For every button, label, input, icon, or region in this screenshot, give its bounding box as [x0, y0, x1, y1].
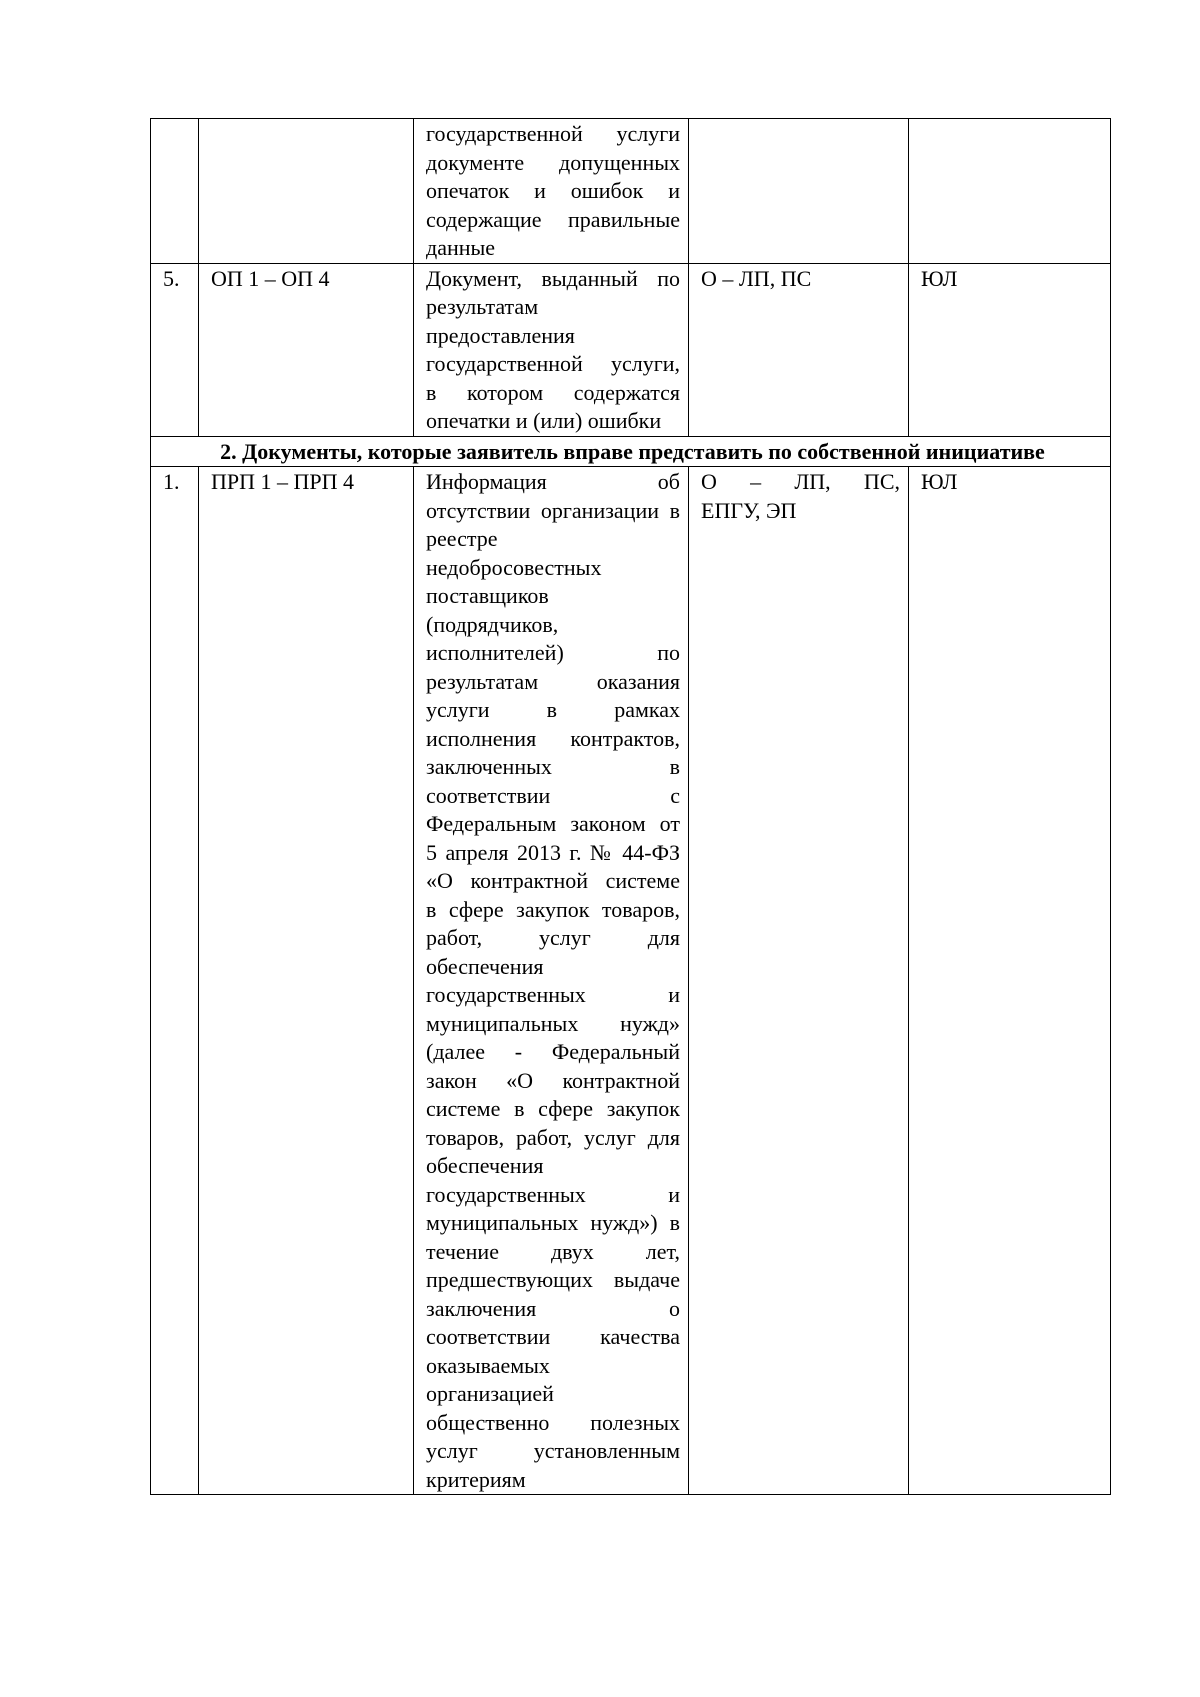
cell-description	[414, 263, 689, 436]
documents-table	[150, 118, 1111, 1495]
table-row-continuation	[151, 119, 1111, 264]
text-line: обеспечения	[426, 953, 544, 979]
cell-num: 5.	[151, 263, 199, 436]
text-line: государственной услуги,	[426, 351, 680, 376]
text-line: Федеральным законом от	[426, 811, 680, 836]
text-line: опечаток и ошибок и	[426, 178, 680, 203]
section-title: 2. Документы, которые заявитель вправе представить по собственной инициативе	[151, 436, 1111, 467]
cell-code: ПРП 1 – ПРП 4	[199, 467, 414, 1495]
text-line: реестре	[426, 526, 498, 551]
document-page	[150, 118, 1110, 1495]
text-line: отсутствии организации в	[426, 497, 680, 523]
text-line: в котором содержатся	[426, 379, 680, 405]
cell-applicant: ЮЛ	[909, 263, 1111, 436]
text-line: 5 апреля 2013 г. № 44-ФЗ	[426, 839, 680, 865]
text-line: исполнителей) по	[426, 640, 680, 665]
text-line: данные	[426, 235, 496, 260]
text-line: системе в сфере закупок	[426, 1096, 680, 1121]
text-line: государственных и	[426, 982, 680, 1007]
table-row-5	[151, 263, 1111, 436]
text-line: обеспечения	[426, 1153, 544, 1178]
text-line: результатам	[426, 294, 539, 319]
text-line: товаров, работ, услуг для	[426, 1124, 680, 1150]
text-line: «О контрактной системе	[426, 868, 680, 893]
text-line: заключенных в	[426, 754, 680, 779]
text-line: предшествующих выдаче	[426, 1267, 680, 1292]
text-line: документе допущенных	[426, 149, 680, 175]
text-line: закон «О контрактной	[426, 1067, 680, 1093]
text-line: (подрядчиков,	[426, 611, 559, 637]
cell-num	[151, 119, 199, 264]
text-line: Информация об	[426, 469, 680, 494]
text-line: соответствии качества	[426, 1324, 680, 1349]
cell-code: ОП 1 – ОП 4	[199, 263, 414, 436]
section-header-row	[151, 436, 1111, 467]
text-line: О – ЛП, ПС,	[701, 469, 900, 494]
table-row-1	[151, 467, 1111, 1495]
text-line: течение двух лет,	[426, 1238, 680, 1264]
text-line: результатам оказания	[426, 668, 680, 694]
text-line: государственной услуги	[426, 121, 680, 146]
text-line: муниципальных нужд»	[426, 1010, 680, 1036]
text-line: в сфере закупок товаров,	[426, 896, 680, 922]
cell-form	[689, 119, 909, 264]
text-line: предоставления	[426, 322, 575, 348]
text-line: критериям	[426, 1466, 526, 1492]
text-line: недобросовестных	[426, 554, 602, 580]
text-line: общественно полезных	[426, 1409, 680, 1435]
text-line: содержащие правильные	[426, 206, 680, 232]
text-line: работ, услуг для	[426, 925, 680, 950]
cell-description	[414, 119, 689, 264]
cell-code	[199, 119, 414, 264]
text-line: ЕПГУ, ЭП	[701, 497, 797, 523]
cell-form	[689, 467, 909, 1495]
text-line: муниципальных нужд») в	[426, 1210, 680, 1235]
text-line: организацией	[426, 1381, 554, 1406]
text-line: (далее - Федеральный	[426, 1039, 680, 1064]
cell-applicant	[909, 119, 1111, 264]
cell-form: О – ЛП, ПС	[689, 263, 909, 436]
text-line: соответствии с	[426, 782, 680, 808]
text-line: опечатки и (или) ошибки	[426, 408, 662, 433]
text-line: исполнения контрактов,	[426, 725, 680, 751]
cell-description	[414, 467, 689, 1495]
cell-applicant: ЮЛ	[909, 467, 1111, 1495]
text-line: оказываемых	[426, 1352, 550, 1378]
text-line: государственных и	[426, 1181, 680, 1207]
text-line: заключения о	[426, 1295, 680, 1321]
text-line: поставщиков	[426, 583, 549, 608]
text-line: Документ, выданный по	[426, 265, 680, 291]
text-line: услуг установленным	[426, 1438, 680, 1463]
cell-num: 1.	[151, 467, 199, 1495]
text-line: услуги в рамках	[426, 697, 680, 722]
